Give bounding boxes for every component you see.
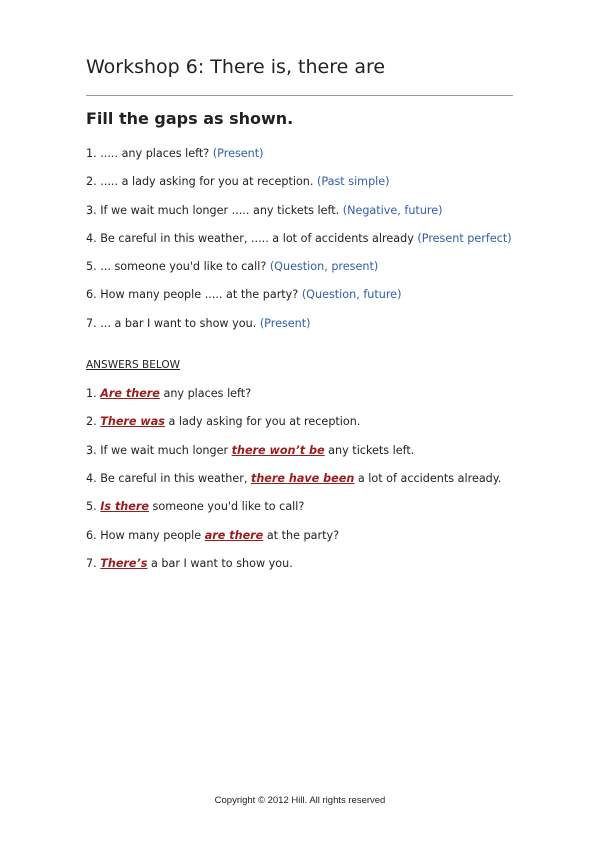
answer-item (86, 500, 304, 513)
answer-text-before: 5. (86, 500, 101, 513)
question-hint: (Present) (212, 147, 264, 160)
question-item (86, 232, 512, 245)
answer-text-before: 3. If we wait much longer (86, 444, 232, 457)
page-title: Workshop 6: There is, there are (86, 56, 386, 78)
answer-fill: There’s (100, 557, 148, 570)
question-hint: (Present perfect) (417, 232, 512, 245)
answer-text-before: 2. (86, 415, 101, 428)
answer-item (86, 387, 251, 400)
question-text: 3. If we wait much longer ..... any tickets left. (86, 204, 343, 217)
question-text: 6. How many people ..... at the party? (86, 288, 302, 301)
question-hint: (Question, future) (301, 288, 402, 301)
answer-text-after: any places left? (159, 387, 252, 400)
answer-fill: Is there (100, 500, 149, 513)
question-item (86, 147, 264, 160)
question-hint: (Past simple) (317, 175, 390, 188)
question-text: 2. ..... a lady asking for you at reception. (86, 175, 318, 188)
question-item (86, 204, 443, 217)
answer-item (86, 472, 501, 485)
answer-text-before: 1. (86, 387, 101, 400)
question-hint: (Present) (259, 317, 311, 330)
copyright-footer: Copyright © 2012 Hill. All rights reserved (214, 795, 386, 806)
answer-text-before: 6. How many people (86, 529, 205, 542)
answer-text-before: 7. (86, 557, 101, 570)
title-divider (86, 95, 513, 96)
answer-fill: there won’t be (231, 444, 325, 457)
question-hint: (Question, present) (269, 260, 379, 273)
answer-item (86, 415, 360, 428)
answer-text-before: 4. Be careful in this weather, (86, 472, 251, 485)
answers-heading: ANSWERS BELOW (86, 359, 180, 371)
question-text: 1. ..... any places left? (86, 147, 213, 160)
question-text: 7. ... a bar I want to show you. (86, 317, 260, 330)
answer-fill: There was (100, 415, 165, 428)
answer-text-after: at the party? (263, 529, 340, 542)
answer-text-after: a lot of accidents already. (354, 472, 502, 485)
instruction-heading: Fill the gaps as shown. (86, 109, 294, 128)
answer-fill: are there (204, 529, 264, 542)
question-hint: (Negative, future) (342, 204, 443, 217)
answer-text-after: someone you'd like to call? (148, 500, 305, 513)
answer-item (86, 529, 339, 542)
question-item (86, 260, 378, 273)
question-item (86, 288, 401, 301)
question-text: 5. ... someone you'd like to call? (86, 260, 270, 273)
answer-text-after: any tickets left. (324, 444, 415, 457)
question-item (86, 317, 311, 330)
answer-fill: there have been (250, 472, 355, 485)
answer-fill: Are there (100, 387, 160, 400)
answer-item (86, 557, 293, 570)
answer-text-after: a bar I want to show you. (147, 557, 293, 570)
question-item (86, 175, 390, 188)
question-text: 4. Be careful in this weather, ..... a lot of accidents already (86, 232, 418, 245)
answer-text-after: a lady asking for you at reception. (164, 415, 361, 428)
answer-item (86, 444, 414, 457)
